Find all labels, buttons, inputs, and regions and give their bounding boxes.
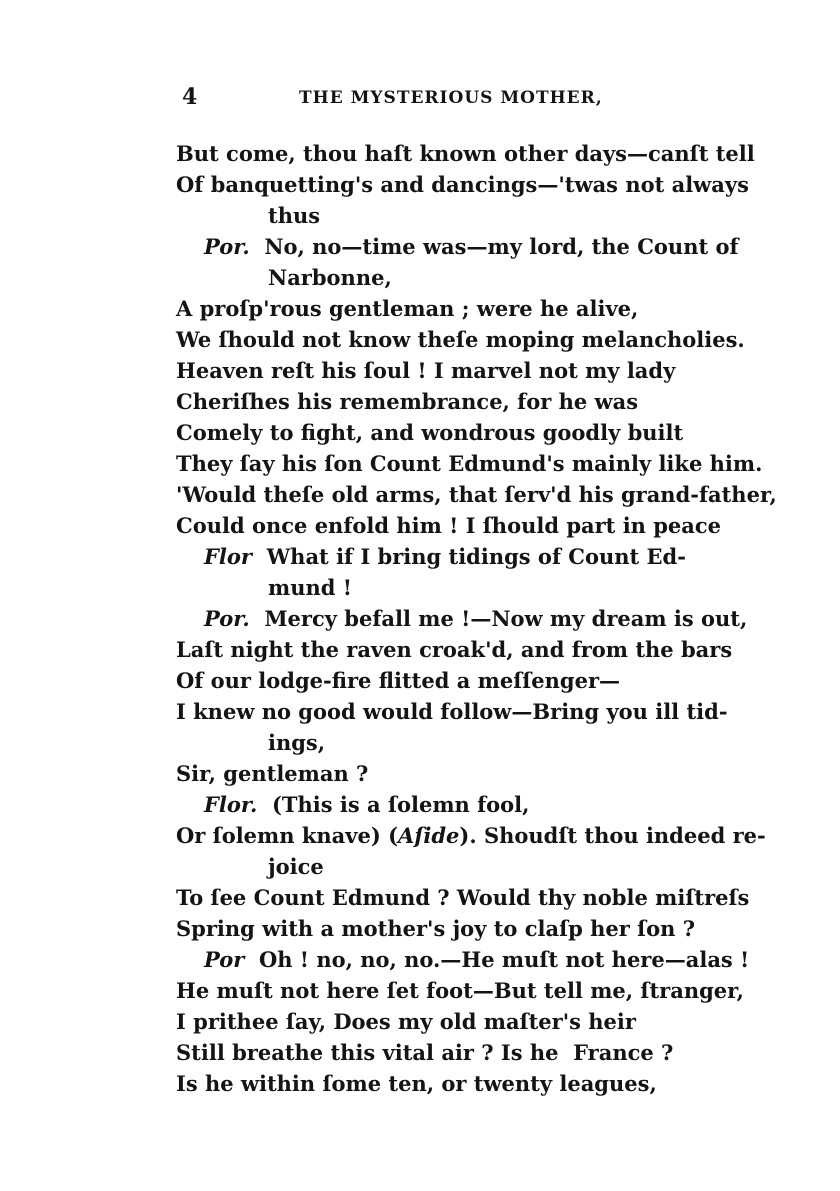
verse-segment: Or ſolemn knave) ( (176, 823, 399, 848)
verse-line: Could once enfold him ! I ſhould part in peace (176, 513, 722, 538)
verse-line: I prithee ſay, Does my old maſter's heir (176, 1009, 636, 1034)
verse-turnover: mund ! (268, 575, 352, 600)
verse-segment: ). Shoudſt thou indeed re- (459, 823, 766, 848)
speaker-name: Por. (204, 234, 250, 259)
verse-line: Spring with a mother's joy to claſp her ſon ? (176, 916, 696, 941)
speech-line (176, 944, 750, 975)
verse-line: Sir, gentleman ? (176, 761, 369, 786)
verse-turnover: thus (268, 203, 321, 228)
verse-line: I knew no good would follow—Bring you ill tid- (176, 699, 728, 724)
verse-line: Cheriſhes his remembrance, for he was (176, 389, 639, 414)
speaker-name: Por. (204, 606, 250, 631)
verse-line: Is he within ſome ten, or twenty leagues, (176, 1071, 657, 1096)
verse-line: Heaven reſt his ſoul ! I marvel not my lady (176, 358, 676, 383)
verse-line: We ſhould not know theſe moping melancholies. (176, 327, 745, 352)
speech-line (176, 603, 748, 634)
stage-direction: Aſide (398, 823, 460, 848)
speech-text: Oh ! no, no, no.—He muſt not here—alas ! (258, 947, 750, 972)
verse-line: 'Would theſe old arms, that ſerv'd his grand-father, (176, 482, 777, 507)
verse-line: Comely to fight, and wondrous goodly built (176, 420, 684, 445)
speech-text: Mercy befall me !—Now my dream is out, (264, 606, 748, 631)
verse-text (176, 138, 777, 1099)
verse-line: To ſee Count Edmund ? Would thy noble miſtreſs (176, 885, 750, 910)
running-head: THE MYSTERIOUS MOTHER, (299, 88, 603, 108)
speech-line (176, 231, 739, 262)
verse-line: But come, thou haſt known other days—canſt tell (176, 141, 755, 166)
verse-line: A proſp'rous gentleman ; were he alive, (176, 296, 639, 321)
verse-line: Of our lodge-fire flitted a meſſenger— (176, 668, 621, 693)
verse-turnover: ings, (268, 730, 326, 755)
verse-turnover: Narbonne, (268, 265, 392, 290)
speech-text: What if I bring tidings of Count Ed- (266, 544, 686, 569)
page-header (176, 84, 710, 114)
verse-line: Of banquetting's and dancings—'twas not always (176, 172, 749, 197)
verse-line: Laſt night the raven croak'd, and from the bars (176, 637, 733, 662)
speech-text: (This is a ſolemn fool, (271, 792, 530, 817)
speaker-name: Flor (204, 544, 252, 569)
verse-line: Still breathe this vital air ? Is he France ? (176, 1040, 674, 1065)
verse-line: He muſt not here ſet foot—But tell me, ſtranger, (176, 978, 744, 1003)
speech-text: No, no—time was—my lord, the Count of (264, 234, 739, 259)
verse-turnover: joice (268, 854, 324, 879)
speaker-name: Flor. (204, 792, 258, 817)
page-number: 4 (182, 84, 198, 110)
speech-line (176, 541, 716, 572)
verse-line (176, 820, 766, 851)
speech-line (176, 789, 716, 820)
verse-line: They ſay his ſon Count Edmund's mainly like him. (176, 451, 763, 476)
speaker-name: Por (204, 947, 245, 972)
